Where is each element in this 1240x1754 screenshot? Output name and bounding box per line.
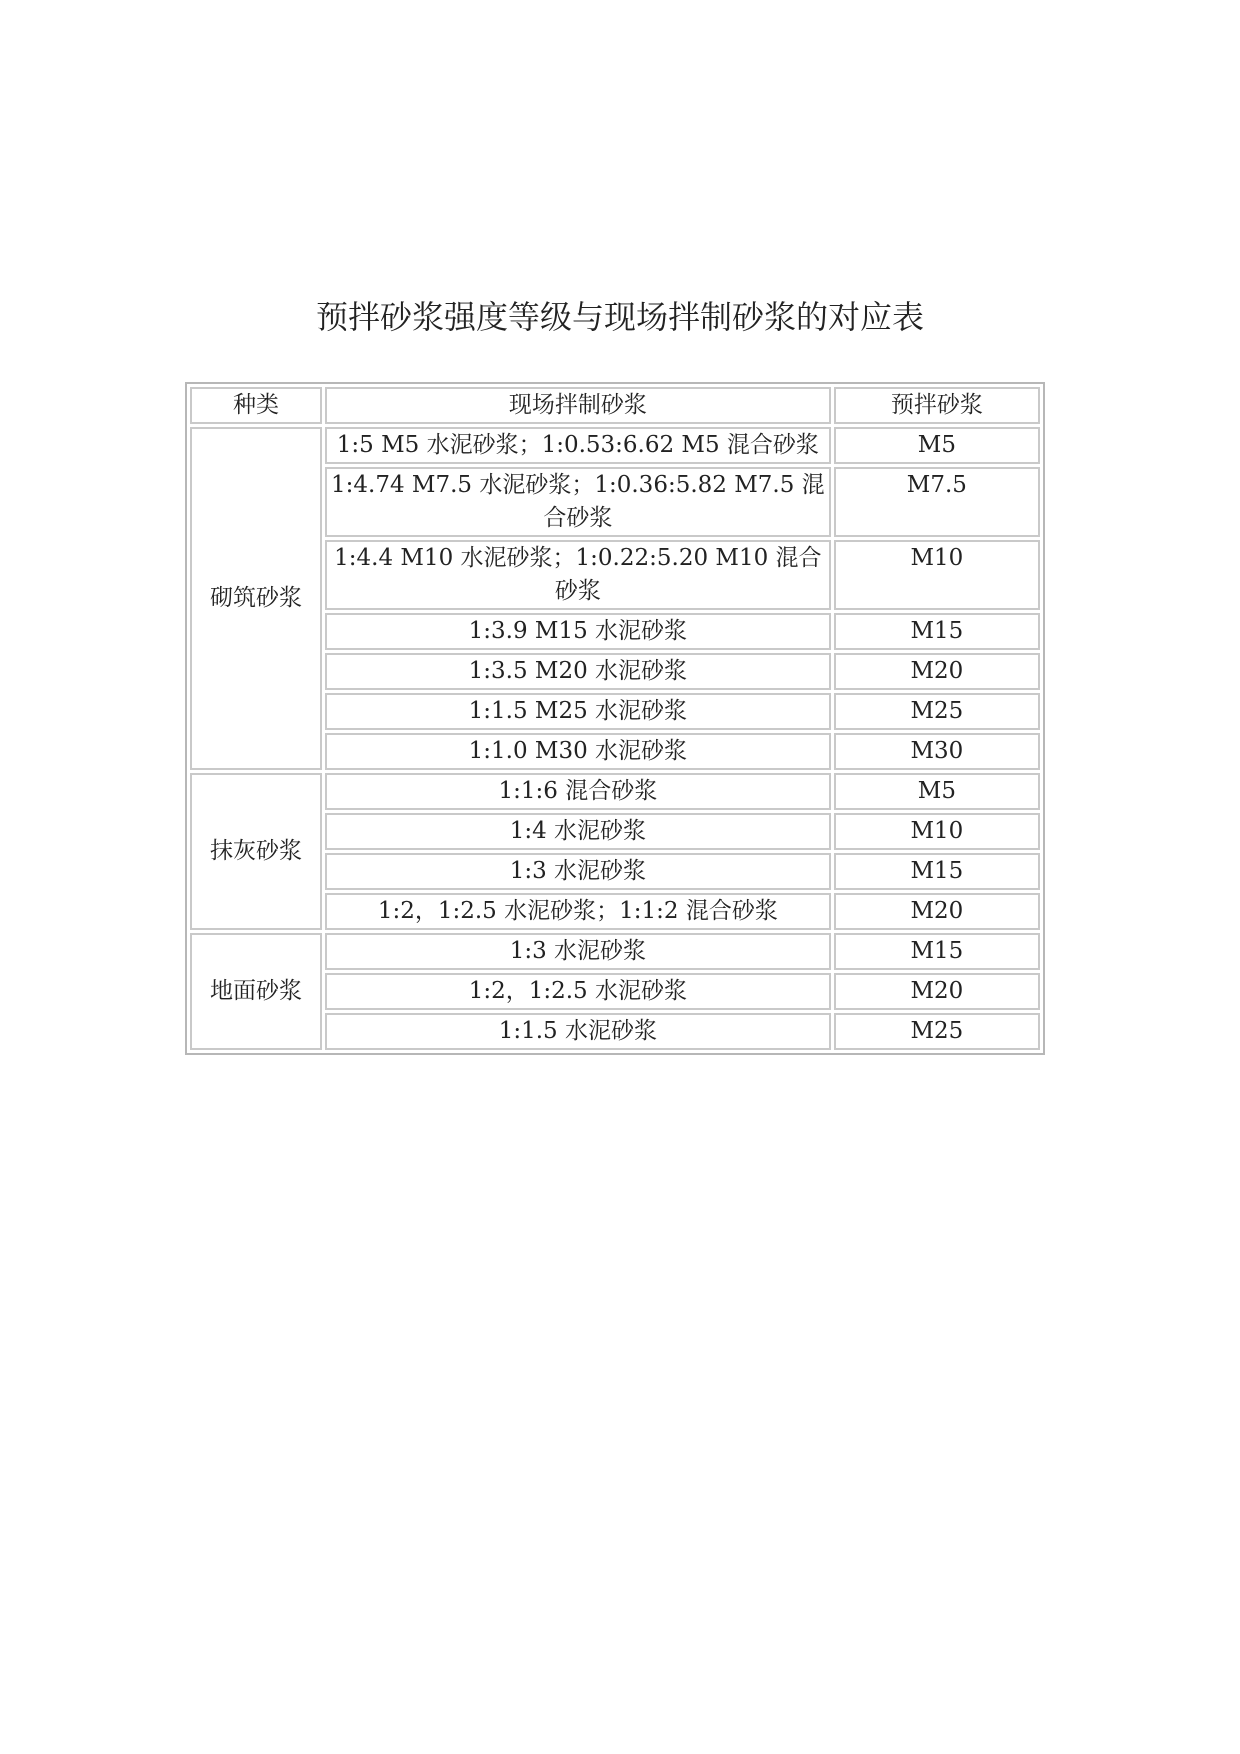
site-mix-cell: 1:4.4 M10 水泥砂浆；1:0.22:5.20 M10 混合砂浆 — [325, 540, 831, 610]
premix-cell: M5 — [834, 773, 1040, 810]
site-mix-cell: 1:3.9 M15 水泥砂浆 — [325, 613, 831, 650]
site-mix-cell: 1:4.74 M7.5 水泥砂浆；1:0.36:5.82 M7.5 混合砂浆 — [325, 467, 831, 537]
site-mix-cell: 1:5 M5 水泥砂浆；1:0.53:6.62 M5 混合砂浆 — [325, 427, 831, 464]
table-row — [190, 773, 1040, 810]
premix-cell: M10 — [834, 540, 1040, 610]
kind-cell: 抹灰砂浆 — [190, 773, 322, 930]
table-row — [190, 933, 1040, 970]
premix-cell: M15 — [834, 853, 1040, 890]
premix-cell: M10 — [834, 813, 1040, 850]
kind-cell: 砌筑砂浆 — [190, 427, 322, 770]
table-header-row — [190, 387, 1040, 424]
site-mix-cell: 1:2，1:2.5 水泥砂浆；1:1:2 混合砂浆 — [325, 893, 831, 930]
site-mix-cell: 1:4 水泥砂浆 — [325, 813, 831, 850]
site-mix-cell: 1:2，1:2.5 水泥砂浆 — [325, 973, 831, 1010]
premix-cell: M5 — [834, 427, 1040, 464]
header-site-mixed: 现场拌制砂浆 — [325, 387, 831, 424]
site-mix-cell: 1:1.5 M25 水泥砂浆 — [325, 693, 831, 730]
mortar-correspondence-table — [185, 382, 1045, 1055]
site-mix-cell: 1:1.0 M30 水泥砂浆 — [325, 733, 831, 770]
premix-cell: M20 — [834, 893, 1040, 930]
document-title: 预拌砂浆强度等级与现场拌制砂浆的对应表 — [315, 298, 924, 336]
premix-cell: M15 — [834, 613, 1040, 650]
site-mix-cell: 1:3.5 M20 水泥砂浆 — [325, 653, 831, 690]
header-kind: 种类 — [190, 387, 322, 424]
premix-cell: M30 — [834, 733, 1040, 770]
premix-cell: M7.5 — [834, 467, 1040, 537]
premix-cell: M25 — [834, 693, 1040, 730]
site-mix-cell: 1:1.5 水泥砂浆 — [325, 1013, 831, 1050]
site-mix-cell: 1:3 水泥砂浆 — [325, 853, 831, 890]
kind-cell: 地面砂浆 — [190, 933, 322, 1050]
premix-cell: M20 — [834, 973, 1040, 1010]
premix-cell: M20 — [834, 653, 1040, 690]
table-row — [190, 427, 1040, 464]
site-mix-cell: 1:1:6 混合砂浆 — [325, 773, 831, 810]
header-premixed: 预拌砂浆 — [834, 387, 1040, 424]
site-mix-cell: 1:3 水泥砂浆 — [325, 933, 831, 970]
premix-cell: M15 — [834, 933, 1040, 970]
premix-cell: M25 — [834, 1013, 1040, 1050]
